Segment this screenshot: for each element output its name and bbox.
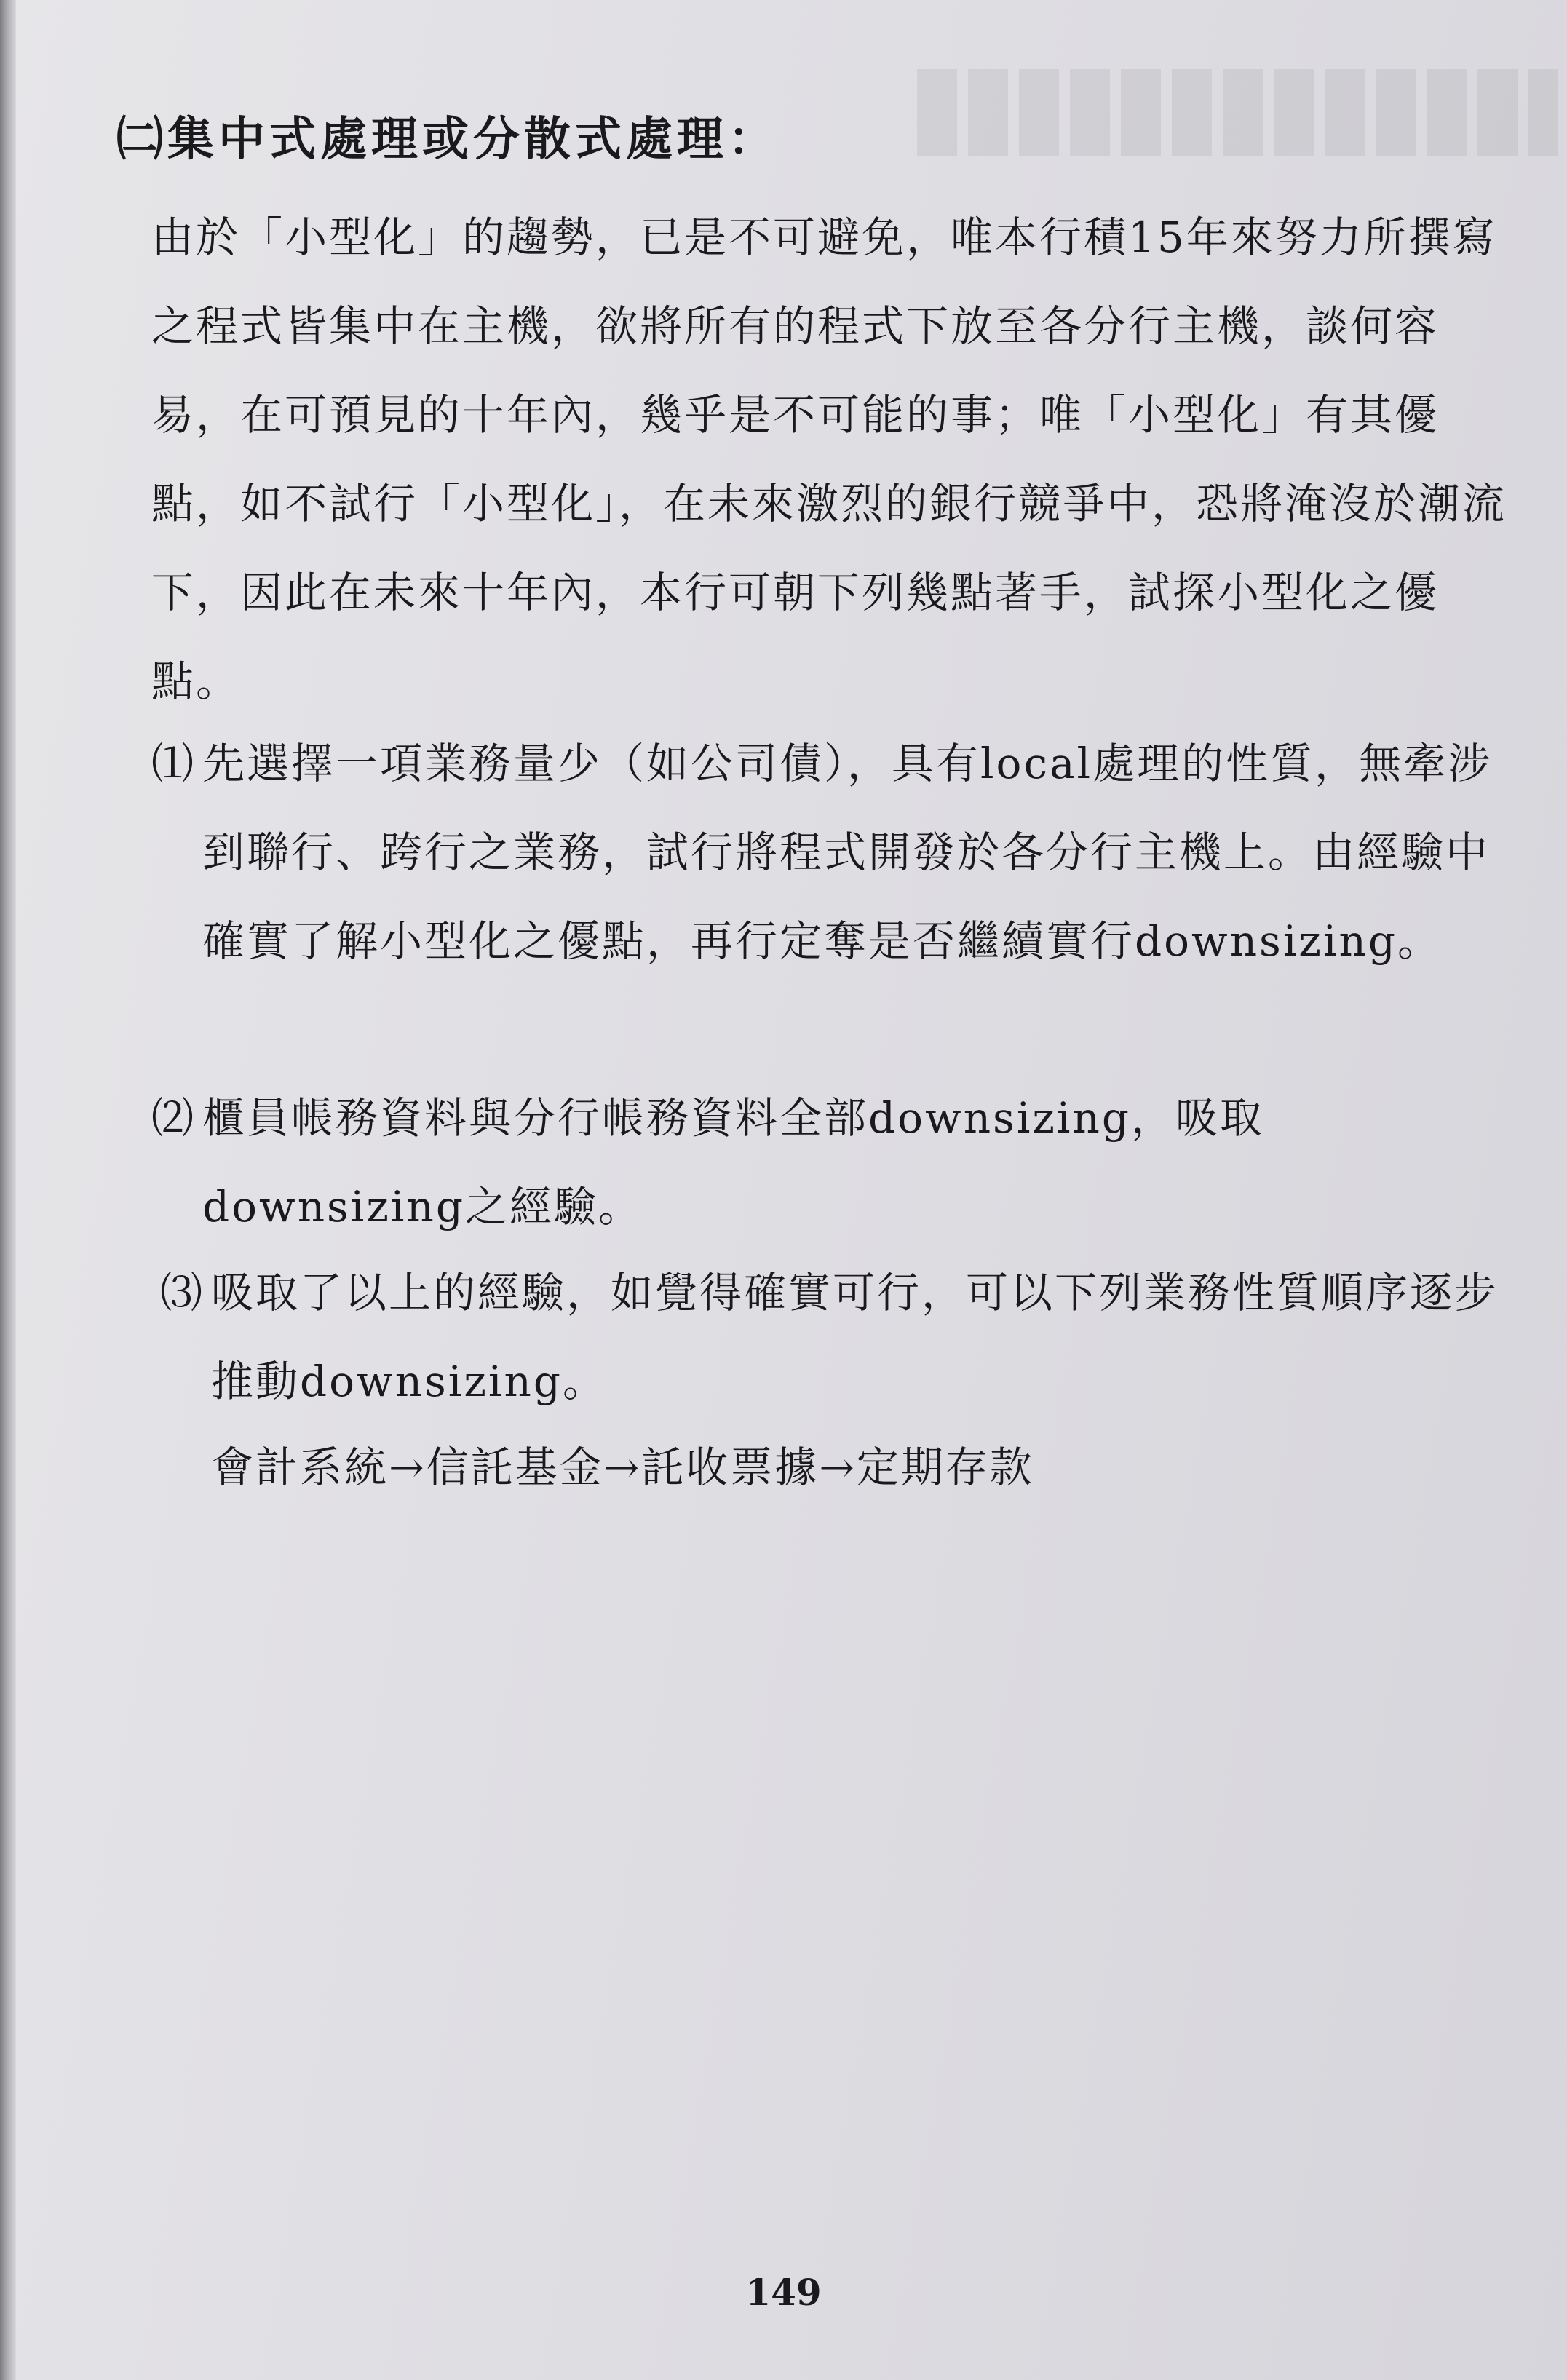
page-number: 149 [745,2271,822,2314]
list-item-3-marker: ⑶ [160,1268,205,1317]
process-flow: 會計系統→信託基金→託收票據→定期存款 [211,1443,1034,1492]
list-item-3 [160,1248,1520,1426]
list-item-3-text: 吸取了以上的經驗，如覺得確實可行，可以下列業務性質順序逐步推動downsizing。 [211,1268,1499,1406]
bleed-through-text [917,69,1558,156]
list-item-1 [151,719,1520,985]
list-item-2-text: 櫃員帳務資料與分行帳務資料全部downsizing，吸取downsizing之經驗。 [202,1093,1264,1231]
intro-paragraph: 由於「小型化」的趨勢，已是不可避免，唯本行積15年來努力所撰寫之程式皆集中在主機，欲將所有的程式下放至各分行主機，談何容易，在可預見的十年內，幾乎是不可能的事；唯「小型化」有其優點，如不試行「小型化」，在未來激烈的銀行競爭中，恐將淹沒於潮流下，因此在未來十年內，本行可朝下列幾點著手，試探小型化之優點。 [151,213,1507,706]
list-item-1-marker: ⑴ [151,739,197,788]
list-item-2-marker: ⑵ [151,1093,197,1143]
list-item-1-text: 先選擇一項業務量少（如公司債），具有local處理的性質，無牽涉到聯行、跨行之業務，試行將程式開發於各分行主機上。由經驗中確實了解小型化之優點，再行定奪是否繼續實行downsizing。 [202,739,1493,966]
section-heading: ㈡集中式處理或分散式處理： [116,113,779,167]
list-item-2 [151,1074,1520,1251]
